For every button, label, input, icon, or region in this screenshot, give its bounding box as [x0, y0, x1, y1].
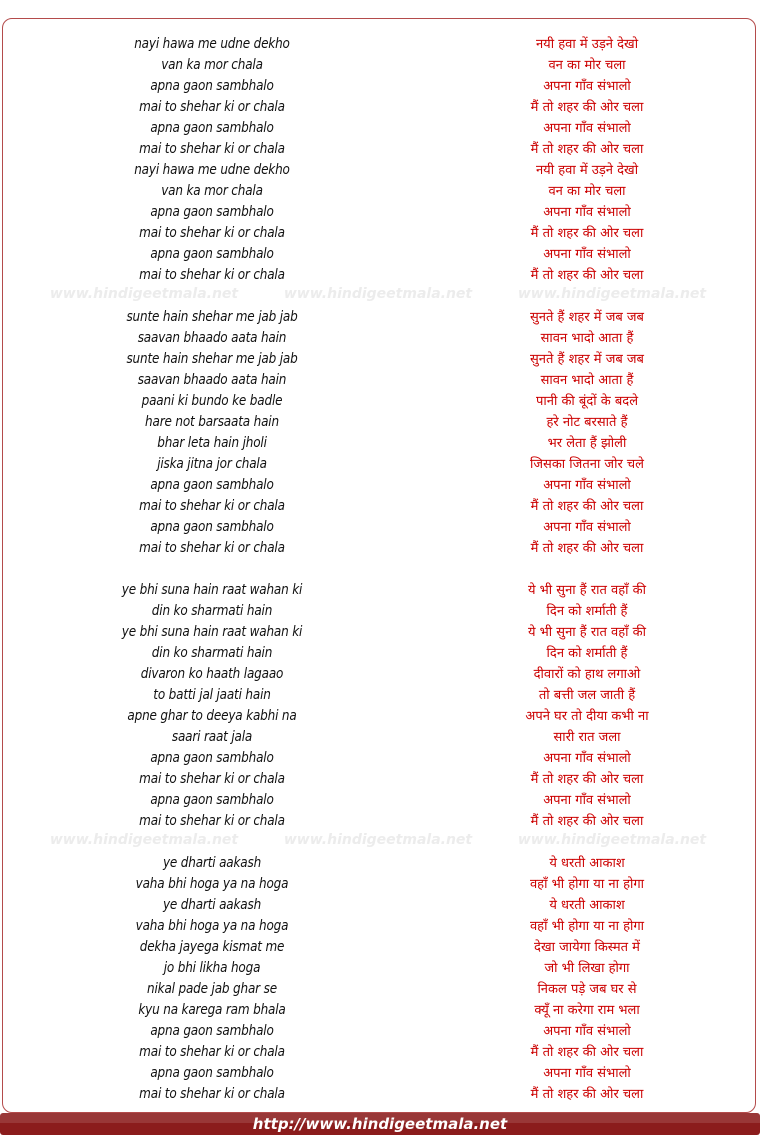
lyric-line-hindi: दिन को शर्माती हैं	[546, 604, 628, 619]
lyric-line-hindi: वन का मोर चला	[548, 184, 626, 199]
lyric-line-english: sunte hain shehar me jab jab	[126, 309, 298, 325]
lyric-line-hindi: हरे नोट बरसाते हैं	[546, 415, 628, 430]
lyric-line-english: dekha jayega kismat me	[139, 939, 285, 955]
lyric-line-hindi: मैं तो शहर की ओर चला	[530, 541, 644, 556]
lyric-line-hindi: नयी हवा में उड़ने देखो	[535, 37, 639, 52]
lyric-line-english: apna gaon sambhalo	[150, 519, 274, 535]
lyric-line-hindi: सुनते हैं शहर में जब जब	[530, 352, 644, 367]
lyric-line-hindi: अपना गाँव संभालो	[543, 205, 631, 220]
lyric-line-english: saavan bhaado aata hain	[137, 330, 287, 346]
lyric-line-english: apna gaon sambhalo	[150, 1065, 274, 1081]
watermark: www.hindigeetmala.net	[517, 286, 707, 302]
lyric-line-hindi: अपना गाँव संभालो	[543, 121, 631, 136]
lyric-line-hindi: सारी रात जला	[553, 730, 621, 745]
lyric-line-english: apna gaon sambhalo	[150, 1023, 274, 1039]
lyric-line-hindi: दीवारों को हाथ लगाओ	[533, 667, 641, 682]
lyric-line-hindi: दिन को शर्माती हैं	[546, 646, 628, 661]
lyric-line-english: nikal pade jab ghar se	[147, 981, 277, 997]
lyric-line-english: mai to shehar ki or chala	[139, 267, 285, 283]
stanza-gap	[432, 832, 742, 853]
lyric-line-english: apna gaon sambhalo	[150, 477, 274, 493]
lyric-line-hindi: नयी हवा में उड़ने देखो	[535, 163, 639, 178]
lyric-line-english: ye bhi suna hain raat wahan ki	[121, 624, 303, 640]
watermark: www.hindigeetmala.net	[517, 832, 707, 848]
lyric-line-hindi: अपने घर तो दीया कभी ना	[525, 709, 649, 724]
footer-url-bar[interactable]: http://www.hindigeetmala.net	[0, 1113, 760, 1135]
lyric-line-hindi: मैं तो शहर की ओर चला	[530, 1087, 644, 1102]
lyric-line-hindi: ये धरती आकाश	[549, 898, 625, 913]
lyric-line-english: van ka mor chala	[161, 57, 263, 73]
lyric-line-hindi: वन का मोर चला	[548, 58, 626, 73]
lyric-line-hindi: मैं तो शहर की ओर चला	[530, 499, 644, 514]
lyric-line-english: van ka mor chala	[161, 183, 263, 199]
lyric-line-english: sunte hain shehar me jab jab	[126, 351, 298, 367]
stanza-gap	[30, 559, 395, 580]
watermark: www.hindigeetmala.net	[283, 286, 473, 302]
lyric-line-english: mai to shehar ki or chala	[139, 141, 285, 157]
lyric-line-hindi: अपना गाँव संभालो	[543, 1024, 631, 1039]
lyric-line-english: mai to shehar ki or chala	[139, 498, 285, 514]
lyric-line-english: mai to shehar ki or chala	[139, 225, 285, 241]
lyric-line-hindi: वहाँ भी होगा या ना होगा	[529, 919, 645, 934]
lyric-line-hindi: ये भी सुना हैं रात वहाँ की	[527, 583, 647, 598]
lyric-line-english: mai to shehar ki or chala	[139, 771, 285, 787]
lyric-line-english: mai to shehar ki or chala	[139, 540, 285, 556]
lyric-line-hindi: अपना गाँव संभालो	[543, 793, 631, 808]
lyric-line-english: jo bhi likha hoga	[163, 960, 261, 976]
lyric-line-hindi: सावन भादो आता हैं	[540, 373, 634, 388]
lyric-line-english: divaron ko haath lagaao	[140, 666, 284, 682]
lyric-line-english: saavan bhaado aata hain	[137, 372, 287, 388]
lyric-line-hindi: जो भी लिखा होगा	[544, 961, 630, 976]
lyric-line-hindi: अपना गाँव संभालो	[543, 751, 631, 766]
lyric-line-hindi: मैं तो शहर की ओर चला	[530, 100, 644, 115]
lyric-line-english: paani ki bundo ke badle	[141, 393, 283, 409]
lyric-line-english: din ko sharmati hain	[151, 603, 273, 619]
lyric-line-hindi: अपना गाँव संभालो	[543, 79, 631, 94]
lyric-line-english: to batti jal jaati hain	[153, 687, 271, 703]
lyric-line-hindi: अपना गाँव संभालो	[543, 478, 631, 493]
lyric-line-english: apna gaon sambhalo	[150, 78, 274, 94]
lyric-line-hindi: भर लेता हैं झोली	[547, 436, 627, 451]
stanza-gap	[432, 559, 742, 580]
lyric-line-english: vaha bhi hoga ya na hoga	[135, 918, 289, 934]
lyric-line-hindi: अपना गाँव संभालो	[543, 247, 631, 262]
lyric-line-hindi: मैं तो शहर की ओर चला	[530, 268, 644, 283]
lyric-line-english: jiska jitna jor chala	[157, 456, 267, 472]
lyric-line-english: apna gaon sambhalo	[150, 204, 274, 220]
lyric-line-hindi: जिसका जितना जोर चले	[530, 457, 644, 472]
lyric-line-english: ye dharti aakash	[162, 897, 262, 913]
watermark: www.hindigeetmala.net	[283, 832, 473, 848]
lyric-line-hindi: सुनते हैं शहर में जब जब	[530, 310, 644, 325]
lyric-line-english: nayi hawa me udne dekho	[134, 36, 290, 52]
lyric-line-hindi: अपना गाँव संभालो	[543, 520, 631, 535]
lyric-line-hindi: वहाँ भी होगा या ना होगा	[529, 877, 645, 892]
english-lyrics-column	[0, 34, 424, 1105]
lyric-line-hindi: मैं तो शहर की ओर चला	[530, 772, 644, 787]
lyric-line-english: hare not barsaata hain	[145, 414, 279, 430]
lyric-line-hindi: सावन भादो आता हैं	[540, 331, 634, 346]
lyric-line-english: ye bhi suna hain raat wahan ki	[121, 582, 303, 598]
lyric-line-english: bhar leta hain jholi	[157, 435, 267, 451]
lyric-line-english: nayi hawa me udne dekho	[134, 162, 290, 178]
lyric-line-hindi: निकल पड़े जब घर से	[537, 982, 637, 997]
lyric-line-hindi: मैं तो शहर की ओर चला	[530, 226, 644, 241]
lyric-line-english: mai to shehar ki or chala	[139, 99, 285, 115]
stanza-gap	[30, 832, 395, 853]
lyric-line-english: din ko sharmati hain	[151, 645, 273, 661]
stanza-gap	[432, 286, 742, 307]
watermark: www.hindigeetmala.net	[49, 286, 239, 302]
lyric-line-english: apna gaon sambhalo	[150, 120, 274, 136]
lyric-line-english: mai to shehar ki or chala	[139, 1086, 285, 1102]
lyric-line-hindi: ये भी सुना हैं रात वहाँ की	[527, 625, 647, 640]
watermark: www.hindigeetmala.net	[49, 832, 239, 848]
lyric-line-hindi: ये धरती आकाश	[549, 856, 625, 871]
lyric-line-english: vaha bhi hoga ya na hoga	[135, 876, 289, 892]
lyric-line-english: kyu na karega ram bhala	[138, 1002, 286, 1018]
lyric-line-hindi: देखा जायेगा किस्मत में	[534, 940, 640, 955]
lyric-line-hindi: क्यूँ ना करेगा राम भला	[534, 1003, 640, 1018]
lyric-line-english: mai to shehar ki or chala	[139, 1044, 285, 1060]
lyric-line-english: ye dharti aakash	[162, 855, 262, 871]
lyric-line-english: apna gaon sambhalo	[150, 750, 274, 766]
lyric-line-hindi: पानी की बूंदों के बदले	[535, 394, 639, 409]
lyric-line-hindi: मैं तो शहर की ओर चला	[530, 142, 644, 157]
lyric-line-english: apne ghar to deeya kabhi na	[127, 708, 297, 724]
hindi-lyrics-column	[432, 34, 742, 1105]
lyric-line-hindi: अपना गाँव संभालो	[543, 1066, 631, 1081]
lyric-line-hindi: मैं तो शहर की ओर चला	[530, 814, 644, 829]
lyric-line-english: apna gaon sambhalo	[150, 792, 274, 808]
lyric-line-english: saari raat jala	[171, 729, 253, 745]
lyric-line-english: mai to shehar ki or chala	[139, 813, 285, 829]
stanza-gap	[30, 286, 395, 307]
lyric-line-english: apna gaon sambhalo	[150, 246, 274, 262]
lyric-line-hindi: तो बत्ती जल जाती हैं	[538, 688, 636, 703]
lyric-line-hindi: मैं तो शहर की ओर चला	[530, 1045, 644, 1060]
